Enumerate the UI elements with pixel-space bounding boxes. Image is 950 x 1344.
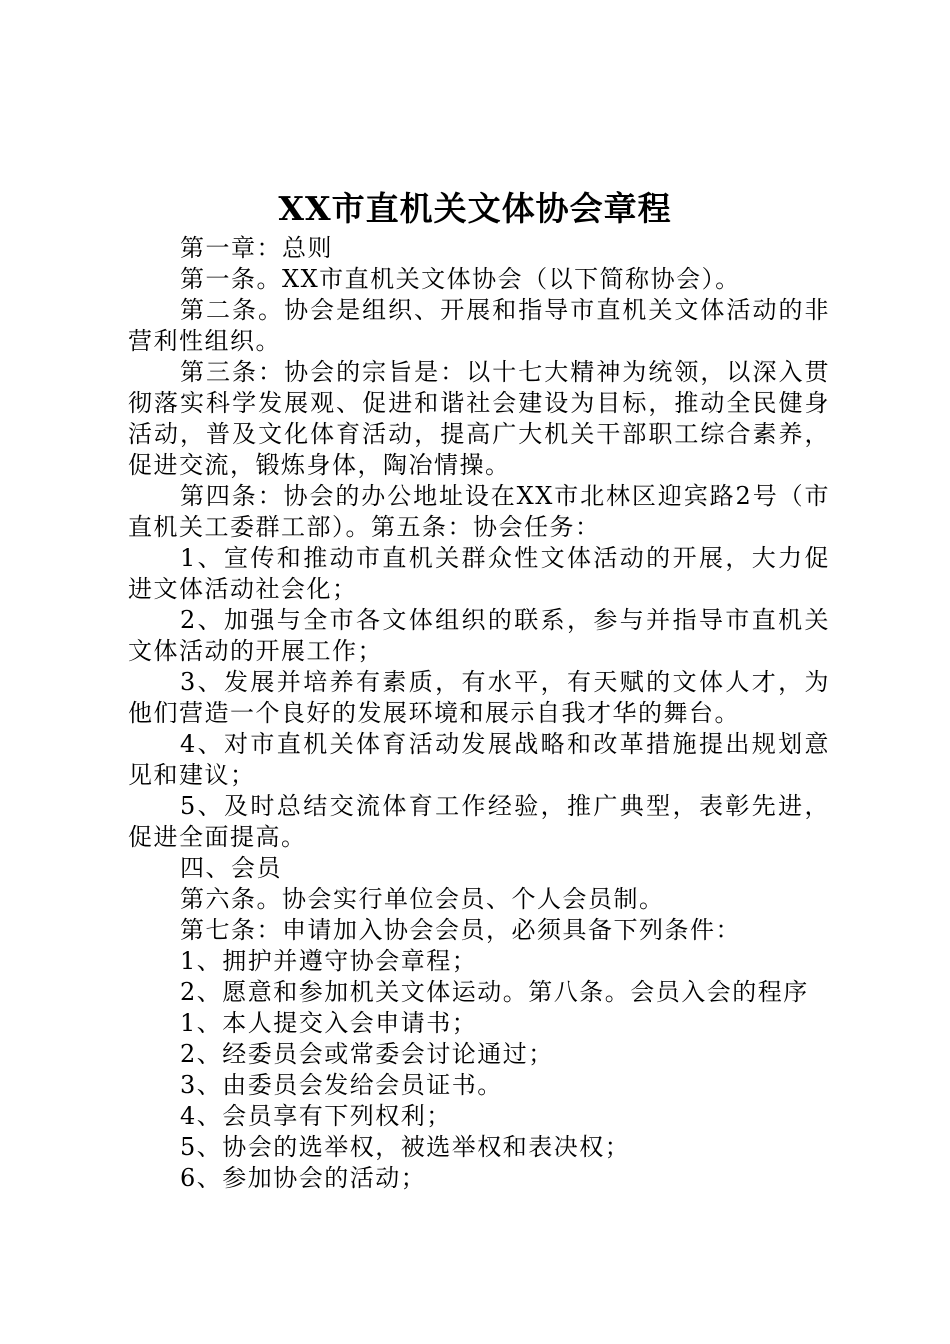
- list-item: 1、本人提交入会申请书；: [180, 1009, 478, 1037]
- paragraph-task-4: 4、对市直机关体育活动发展战略和改革措施提出规划意见和建议；: [128, 730, 830, 789]
- paragraph-article-6: 第六条。协会实行单位会员、个人会员制。: [180, 885, 665, 913]
- list-item: 6、参加协会的活动；: [180, 1164, 427, 1192]
- document-body: [128, 233, 830, 1194]
- paragraph-article-7: 第七条：申请加入协会会员，必须具备下列条件：: [180, 916, 741, 944]
- paragraph-task-5: 5、及时总结交流体育工作经验，推广典型，表彰先进，促进全面提高。: [128, 792, 830, 851]
- paragraph-article-3: 第三条：协会的宗旨是：以十七大精神为统领，以深入贯彻落实科学发展观、促进和谐社会建设为目标，推动全民健身活动，普及文化体育活动，提高广大机关干部职工综合素养，促进交流，锻炼身体，陶冶情操。: [128, 358, 830, 479]
- document-title: XX市直机关文体协会章程: [278, 189, 672, 228]
- list-item: 3、由委员会发给会员证书。: [180, 1071, 503, 1099]
- list-item: 1、拥护并遵守协会章程；: [180, 947, 478, 975]
- paragraph-task-1: 1、宣传和推动市直机关群众性文体活动的开展，大力促进文体活动社会化；: [128, 544, 830, 603]
- paragraph-task-3: 3、发展并培养有素质，有水平，有天赋的文体人才，为他们营造一个良好的发展环境和展示自我才华的舞台。: [128, 668, 830, 727]
- paragraph-article-4: 第四条：协会的办公地址设在XX市北林区迎宾路2号（市直机关工委群工部）。第五条：协会任务：: [128, 482, 830, 541]
- list-item: 5、协会的选举权，被选举权和表决权；: [180, 1133, 631, 1161]
- paragraph-article-1: 第一条。XX市直机关文体协会（以下简称协会）。: [180, 265, 741, 293]
- list-item: 2、经委员会或常委会讨论通过；: [180, 1040, 554, 1068]
- chapter-heading: 第一章：总则: [180, 234, 333, 262]
- section-heading-members: 四、会员: [180, 854, 282, 882]
- paragraph-task-2: 2、加强与全市各文体组织的联系，参与并指导市直机关文体活动的开展工作；: [128, 606, 830, 665]
- list-item: 4、会员享有下列权利；: [180, 1102, 452, 1130]
- list-item: 2、愿意和参加机关文体运动。第八条。会员入会的程序: [180, 978, 809, 1006]
- paragraph-article-2: 第二条。协会是组织、开展和指导市直机关文体活动的非营利性组织。: [128, 296, 830, 355]
